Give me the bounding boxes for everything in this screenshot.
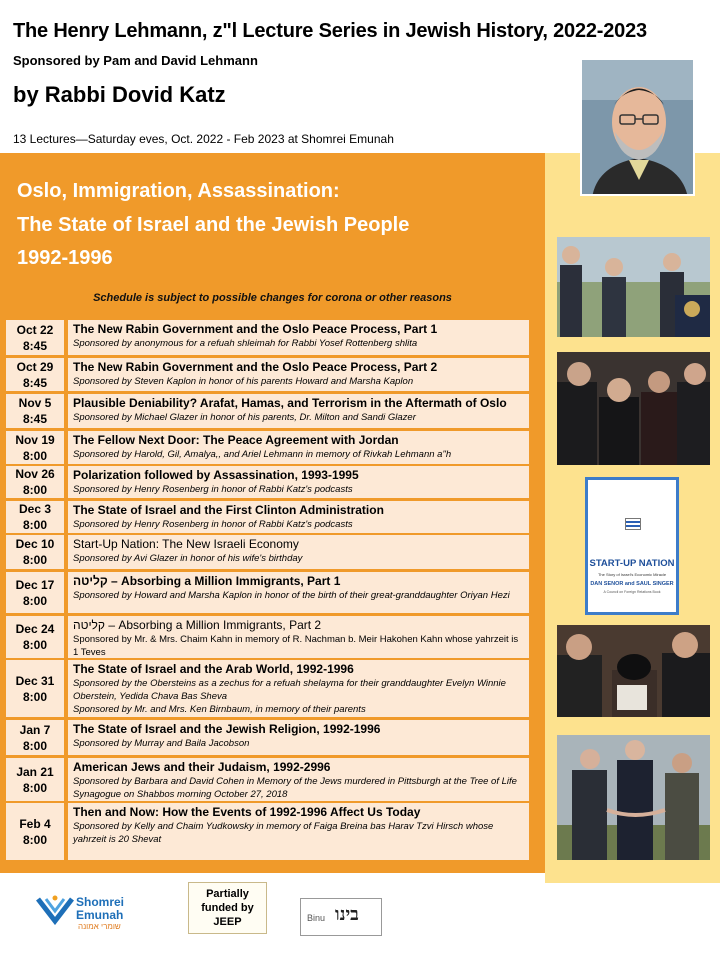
- row-sponsor: Sponsored by Steven Kaplon in honor of his parents Howard and Marsha Kaplon: [73, 376, 414, 387]
- series-sponsor: Sponsored by Pam and David Lehmann: [13, 53, 258, 68]
- row-desc-cell: [68, 466, 529, 498]
- row-sponsor: Sponsored by Kelly and Chaim Yudkowsky in memory of Faiga Breina bas Harav Tzvi Hirsch whose yahrzeit is 20 Shevat: [73, 821, 494, 845]
- row-time: 8:45: [22, 338, 48, 353]
- shomrei-line-2: Emunah: [76, 908, 124, 922]
- row-date-cell: [6, 320, 64, 355]
- binu-text: Binu: [307, 913, 326, 923]
- row-date: Dec 3: [18, 502, 52, 516]
- photo-oslo-ceremony: [557, 237, 710, 337]
- row-sponsor: Sponsored by Mr. & Mrs. Chaim Kahn in memory of R. Nachman b. Meir Hakohen Kahn whose yahrzeit is 1 Teves: [73, 634, 519, 658]
- row-date: Nov 26: [15, 467, 55, 481]
- lecturer-portrait: [580, 58, 695, 196]
- schedule-row: [6, 720, 529, 755]
- schedule-row: [6, 501, 529, 533]
- row-title: Plausible Deniability? Arafat, Hamas, and Terrorism in the Aftermath of Oslo: [73, 396, 507, 410]
- row-time: 8:00: [22, 832, 48, 847]
- row-sponsor: Sponsored by Harold, Gil, Amalya,, and Ariel Lehmann in memory of Rivkah Lehmann a"h: [73, 449, 452, 460]
- book-authors: DAN SENOR and SAUL SINGER: [590, 581, 674, 587]
- row-desc-cell: [68, 720, 529, 755]
- schedule-row: [6, 535, 529, 569]
- row-time: 8:00: [22, 593, 48, 608]
- row-date-cell: [6, 535, 64, 569]
- subject-line-1: Oslo, Immigration, Assassination:: [17, 180, 340, 202]
- schedule-row: [6, 431, 529, 464]
- row-date-cell: [6, 572, 64, 613]
- row-desc-cell: [68, 431, 529, 464]
- row-title: The Fellow Next Door: The Peace Agreement with Jordan: [73, 433, 399, 447]
- row-sponsor: Sponsored by Henry Rosenberg in honor of Rabbi Katz's podcasts: [73, 519, 353, 530]
- schedule-row: [6, 320, 529, 355]
- binu-hebrew: בינו: [335, 904, 359, 925]
- row-sponsor: Sponsored by Henry Rosenberg in honor of Rabbi Katz's podcasts: [73, 484, 353, 495]
- row-desc-cell: [68, 572, 529, 613]
- schedule-row: [6, 616, 529, 658]
- row-desc-cell: [68, 535, 529, 569]
- row-date: Dec 31: [15, 673, 55, 688]
- row-sponsor: Sponsored by the Obersteins as a zechus for a refuah shelayma for their granddaughter Evelyn Winnie Oberstein, Yedida Chava Bas Sheva: [73, 678, 506, 702]
- row-desc-cell: [68, 394, 529, 428]
- row-date-cell: [6, 803, 64, 860]
- row-desc-cell: [68, 616, 529, 658]
- row-date-cell: [6, 720, 64, 755]
- row-time: 8:00: [22, 638, 48, 652]
- series-title: The Henry Lehmann, z"l Lecture Series in Jewish History, 2022-2023: [13, 20, 647, 42]
- row-date-cell: [6, 616, 64, 658]
- row-title: The New Rabin Government and the Oslo Peace Process, Part 2: [73, 360, 438, 374]
- row-date-cell: [6, 358, 64, 391]
- row-date: Jan 7: [19, 722, 51, 737]
- row-sponsor: Sponsored by Mr. and Mrs. Ken Birnbaum, in memory of their parents: [73, 704, 366, 715]
- lecturer-name: by Rabbi Dovid Katz: [13, 82, 226, 107]
- shomrei-emunah-mark-icon: [36, 895, 74, 925]
- row-time: 8:00: [22, 448, 48, 463]
- photo-funeral: [557, 352, 710, 465]
- book-subtitle: The Story of Israel's Economic Miracle: [597, 572, 667, 577]
- row-time: 8:00: [22, 689, 48, 704]
- row-title: The State of Israel and the Arab World, 1992-1996: [73, 662, 354, 676]
- row-desc-cell: [68, 758, 529, 801]
- schedule-row: [6, 572, 529, 613]
- subject-line-2: The State of Israel and the Jewish People: [17, 214, 410, 236]
- row-time: 8:00: [22, 553, 48, 567]
- row-date-cell: [6, 431, 64, 464]
- row-date: Feb 4: [19, 816, 51, 831]
- schedule-row: [6, 803, 529, 860]
- row-time: 8:45: [22, 375, 48, 390]
- row-date: Nov 5: [18, 396, 52, 410]
- schedule-note: Schedule is subject to possible changes for corona or other reasons: [93, 292, 452, 304]
- row-date: Nov 19: [15, 432, 55, 447]
- row-sponsor: Sponsored by Avi Glazer in honor of his wife's birthday: [73, 553, 303, 564]
- row-date: Oct 22: [16, 322, 54, 337]
- row-date: Oct 29: [16, 359, 54, 374]
- row-date-cell: [6, 660, 64, 717]
- subject-line-3: 1992-1996: [17, 247, 113, 269]
- schedule-row: [6, 466, 529, 498]
- book-cover-startup-nation: [585, 477, 679, 615]
- row-time: 8:00: [22, 780, 48, 795]
- shomrei-hebrew: שומרי אמונה: [78, 922, 121, 931]
- row-date-cell: [6, 758, 64, 801]
- binu-logo: [300, 898, 382, 936]
- row-date-cell: [6, 466, 64, 498]
- schedule-row: [6, 758, 529, 801]
- row-sponsor: Sponsored by Howard and Marsha Kaplon in honor of the birth of their great-granddaughter Oriyan Hezi: [73, 590, 510, 601]
- row-title: The New Rabin Government and the Oslo Peace Process, Part 1: [73, 322, 438, 336]
- shomrei-line-1: Shomrei: [76, 895, 125, 909]
- schedule-row: [6, 660, 529, 717]
- row-time: 8:00: [22, 483, 48, 497]
- row-title: American Jews and their Judaism, 1992-2996: [73, 760, 331, 774]
- row-date: Jan 21: [16, 764, 54, 779]
- row-title: The State of Israel and the Jewish Religion, 1992-1996: [73, 722, 381, 736]
- row-title: קליטה – Absorbing a Million Immigrants, Part 2: [73, 618, 322, 632]
- israel-flag-icon: [625, 518, 641, 530]
- row-desc-cell: [68, 320, 529, 355]
- book-blurb: A Council on Foreign Relations Book: [603, 590, 661, 594]
- row-sponsor: Sponsored by Murray and Baila Jacobson: [73, 738, 250, 749]
- row-title: Then and Now: How the Events of 1992-1996 Affect Us Today: [73, 805, 421, 819]
- row-time: 8:00: [22, 518, 48, 532]
- row-desc-cell: [68, 803, 529, 860]
- shomrei-emunah-logo: [36, 893, 146, 935]
- schedule-row: [6, 358, 529, 391]
- book-title: START-UP NATION: [589, 558, 675, 569]
- row-date-cell: [6, 501, 64, 533]
- row-date-cell: [6, 394, 64, 428]
- photo-rabbis: [557, 625, 710, 717]
- row-sponsor: Sponsored by Barbara and David Cohen in Memory of the Jews murdered in Pittsburgh at the Tree of Life Synagogue on Shabbos morning October 27, 2018: [73, 776, 517, 800]
- row-title: The State of Israel and the First Clinton Administration: [73, 503, 384, 517]
- row-date: Dec 24: [15, 622, 55, 636]
- row-date: Dec 10: [15, 537, 55, 551]
- row-title: Polarization followed by Assassination, 1993-1995: [73, 468, 359, 482]
- row-date: Dec 17: [15, 577, 55, 592]
- row-sponsor: Sponsored by Michael Glazer in honor of his parents, Dr. Milton and Sandi Glazer: [73, 412, 416, 423]
- row-time: 8:45: [22, 412, 48, 426]
- row-sponsor: Sponsored by anonymous for a refuah shleimah for Rabbi Yosef Rottenberg shlita: [73, 338, 418, 349]
- row-desc-cell: [68, 501, 529, 533]
- row-title: קליטה – Absorbing a Million Immigrants, Part 1: [73, 574, 341, 588]
- jeep-funding-box: Partially funded by JEEP: [188, 882, 267, 934]
- row-desc-cell: [68, 358, 529, 391]
- row-desc-cell: [68, 660, 529, 717]
- row-title: Start-Up Nation: The New Israeli Economy: [73, 537, 299, 551]
- row-time: 8:00: [22, 738, 48, 753]
- photo-handshake: [557, 735, 710, 860]
- lecture-info: 13 Lectures—Saturday eves, Oct. 2022 - Feb 2023 at Shomrei Emunah: [13, 132, 394, 146]
- schedule-row: [6, 394, 529, 428]
